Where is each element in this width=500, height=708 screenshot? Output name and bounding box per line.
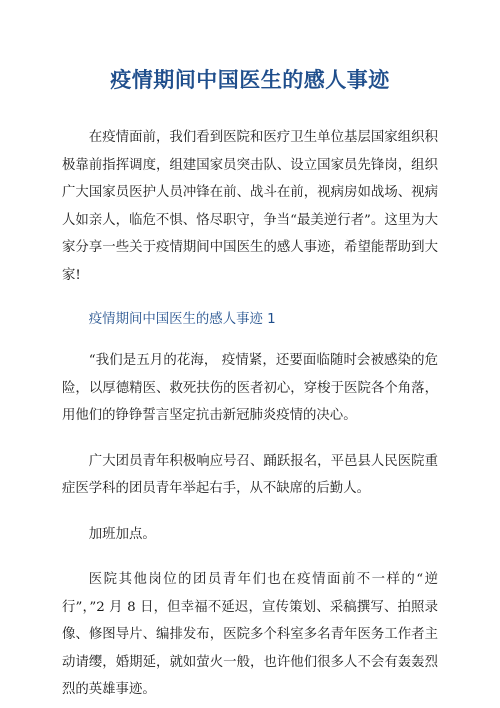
body-paragraph-1: “我们是五月的花海， 疫情紧，还要面临随时会被感染的危险，以厚德精医、救死扶伤的医者初心，穿梭于医院各个角落，用他们的铮铮誓言坚定抗击新冠肺炎疫情的决心。 xyxy=(62,353,438,423)
document-body xyxy=(62,124,438,704)
body-paragraph-3: 加班加点。 xyxy=(88,526,156,542)
intro-paragraph: 在疫情面前，我们看到医院和医疗卫生单位基层国家组织积极靠前指挥调度，组建国家员突击队、设立国家员先锋岗，组织广大国家员医护人员冲锋在前、战斗在前，视病房如战场、视病人如亲人，临危不惧、恪尽职守，争当“最美逆行者”。这里为大家分享一些关于疫情期间中国医生的感人事迹，希望能帮助到大家! xyxy=(62,130,438,283)
body-paragraph-4: 医院其他岗位的团员青年们也在疫情面前不一样的“逆行”，”2 月 8 日，但幸福不延迟，宣传策划、采稿撰写、拍照录像、修图导片、编排发布，医院多个科室多名青年医务工作者主动请缨，婚期延，就如萤火一般，也许他们很多人不会有轰轰烈烈的英雄事迹。 xyxy=(62,572,438,697)
document-title: 疫情期间中国医生的感人事迹 xyxy=(110,68,390,92)
body-paragraph-2: 广大团员青年积极响应号召、踊跃报名，平邑县人民医院重症医学科的团员青年举起右手，从不缺席的后勤人。 xyxy=(62,453,438,496)
section-heading: 疫情期间中国医生的感人事迹 1 xyxy=(88,312,276,327)
